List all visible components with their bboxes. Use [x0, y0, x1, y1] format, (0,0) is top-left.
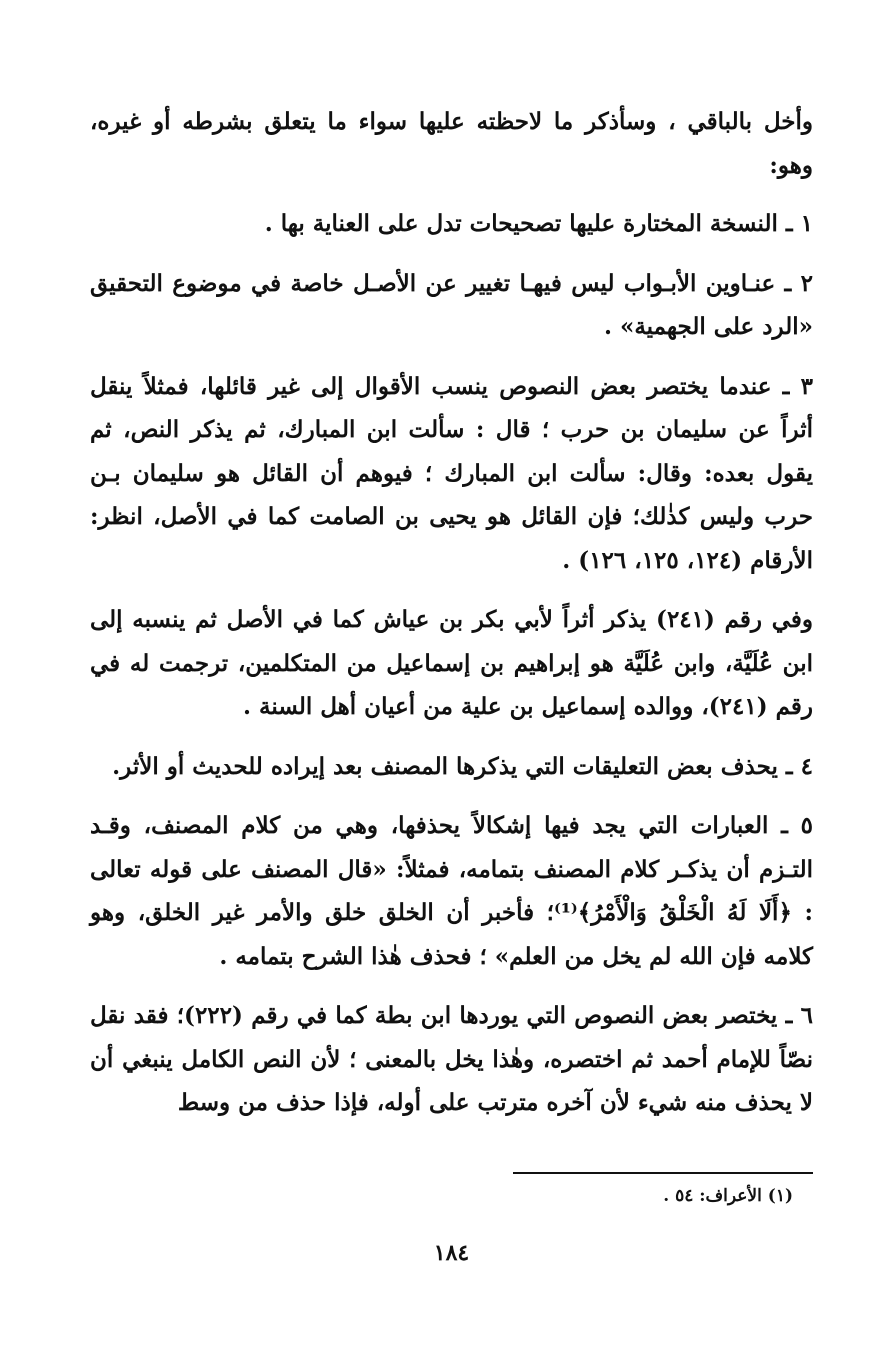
paragraph-item-3-continued: وفي رقم (٢٤١) يذكر أثراً لأبي بكر بن عياش كما في الأصل ثم ينسبه إلى ابن عُلَيَّة، وابن عُلَيَّة هو إبراهيم بن إسماعيل من المتكلمين، ترجمت له في رقم (٢٤١)، ووالده إسماعيل بن علية من أعيان أهل السنة .	[90, 606, 814, 720]
footnote: (١) الأعراف: ٥٤ .	[663, 1186, 793, 1206]
page-number: ١٨٤	[433, 1240, 470, 1266]
paragraph-item-3: ٣ ـ عندما يختصر بعض النصوص ينسب الأقوال إلى غير قائلها، فمثلاً ينقل أثراً عن سليمان بن حرب ؛ قال : سألت ابن المبارك، ثم يذكر النص، ثم يقول بعده: وقال: سألت ابن المبارك ؛ فيوهم أن القائل هو سليمان بـن حرب وليس كذٰلك؛ فإن القائل هو يحيى بن الصامت كما في الأصل، انظر: الأرقام (١٢٤، ١٢٥، ١٢٦) .	[90, 372, 813, 574]
paragraph-item-4: ٤ ـ يحذف بعض التعليقات التي يذكرها المصنف بعد إيراده للحديث أو الأثر.	[112, 752, 813, 780]
paragraph-item-1: ١ ـ النسخة المختارة عليها تصحيحات تدل على العناية بها .	[264, 210, 813, 237]
page-body	[90, 100, 813, 1366]
paragraph-item-5: ٥ ـ العبارات التي يجد فيها إشكالاً يحذفها، وهي من كلام المصنف، وقـد التـزم أن يذكـر كلام المصنف بتمامه، فمثلاً: «قال المصنف على قوله تعالى : ﴿أَلَا لَهُ الْخَلْقُ وَالْأَمْرُ﴾⁽¹⁾؛ فأخبر أن الخلق خلق والأمر غير الخلق، وهو كلامه فإن الله لم يخل من العلم» ؛ فحذف هٰذا الشرح بتمامه .	[90, 812, 813, 970]
paragraph-intro: وأخل بالباقي ، وسأذكر ما لاحظته عليها سواء ما يتعلق بشرطه أو غيره، وهو:	[90, 108, 813, 179]
paragraph-item-2: ٢ ـ عنـاوين الأبـواب ليس فيهـا تغيير عن الأصـل خاصة في موضوع التحقيق «الرد على الجهمية» .	[90, 269, 813, 340]
footnote-separator	[513, 1172, 813, 1174]
paragraph-item-6: ٦ ـ يختصر بعض النصوص التي يوردها ابن بطة كما في رقم (٢٢٢)؛ فقد نقل نصّاً للإمام أحمد ثم اختصره، وهٰذا يخل بالمعنى ؛ لأن النص الكامل ينبغي أن لا يحذف منه شيء لأن آخره مترتب على أوله، فإذا حذف من وسط	[90, 1002, 814, 1116]
